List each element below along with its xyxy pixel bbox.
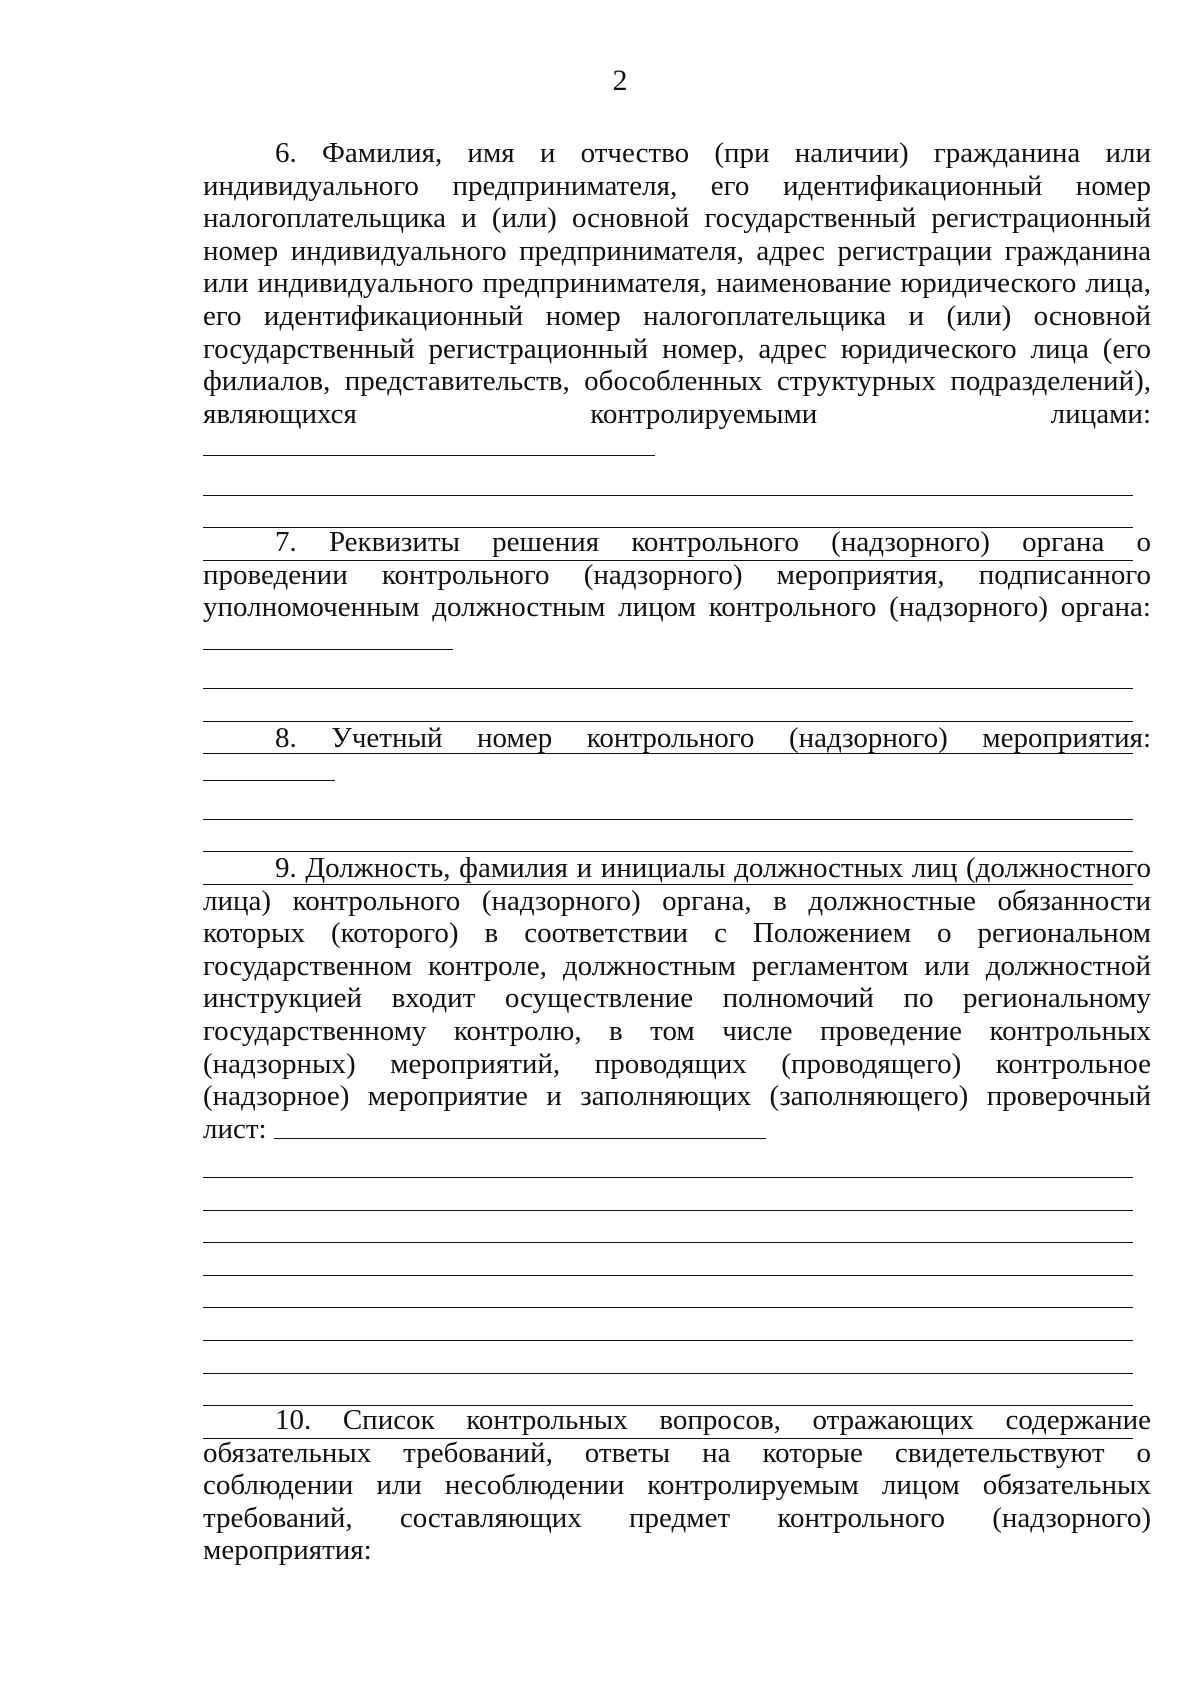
section-6 bbox=[203, 137, 1151, 561]
section-9 bbox=[203, 852, 1151, 1439]
section-8-fill-line[interactable] bbox=[203, 779, 335, 781]
section-9-blank-line-3[interactable] bbox=[203, 1211, 1133, 1244]
section-6-blank-line-2[interactable] bbox=[203, 496, 1133, 529]
section-10 bbox=[203, 1404, 1151, 1567]
section-9-fill-line[interactable] bbox=[274, 1137, 766, 1139]
section-7-blank-line-1[interactable] bbox=[203, 656, 1133, 689]
section-6-text: 6. Фамилия, имя и отчество (при наличии) гражданина или индивидуального предпринимателя, его идентификационный номер налогоплательщика и (или) основной государственный регистрационный номер индивидуального предпринимателя, адрес регистрации гражданина или индивидуального предпринимателя, наименование юридического лица, его идентификационный номер налогоплательщика и (или) основной государственный регистрационный номер, адрес юридического лица (его филиалов, представительств, обособленных структурных подразделений), являющихся контролируемыми лицами: bbox=[203, 137, 1151, 430]
section-9-blank-line-6[interactable] bbox=[203, 1308, 1133, 1341]
section-8-text: 8. Учетный номер контрольного (надзорного) мероприятия: bbox=[275, 722, 1151, 754]
section-9-blank-line-2[interactable] bbox=[203, 1178, 1133, 1211]
section-6-blank-line-1[interactable] bbox=[203, 463, 1133, 496]
section-9-blank-line-4[interactable] bbox=[203, 1243, 1133, 1276]
section-7-text: 7. Реквизиты решения контрольного (надзорного) органа о проведении контрольного (надзорного) мероприятия, подписанного уполномоченным должностным лицом контрольного (надзорного) органа: bbox=[203, 526, 1151, 624]
page-number: 2 bbox=[612, 64, 628, 97]
section-9-blank-line-8[interactable] bbox=[203, 1374, 1133, 1407]
section-9-text: 9. Должность, фамилия и инициалы должностных лиц (должностного лица) контрольного (надзорного) органа, в должностные обязанности которых (которого) в соответствии с Положением о региональном государственном контроле, должностным регламентом или должностной инструкцией входит осуществление полномочий по региональному государственному контролю, в том числе проведение контрольных (надзорных) мероприятий, проводящих (проводящего) контрольное (надзорное) мероприятие и заполняющих (заполняющего) проверочный лист: bbox=[203, 852, 1151, 1145]
section-9-blank-line-5[interactable] bbox=[203, 1276, 1133, 1309]
section-7-fill-line[interactable] bbox=[203, 648, 453, 650]
section-9-blank-line-7[interactable] bbox=[203, 1341, 1133, 1374]
section-8-blank-line-2[interactable] bbox=[203, 820, 1133, 853]
section-10-text: 10. Список контрольных вопросов, отражающих содержание обязательных требований, ответы на которые свидетельствуют о соблюдении или несоблюдении контролируемым лицом обязательных требований, составляющих предмет контрольного (надзорного) мероприятия: bbox=[203, 1404, 1151, 1567]
section-7-blank-line-2[interactable] bbox=[203, 689, 1133, 722]
section-8-blank-line-1[interactable] bbox=[203, 787, 1133, 820]
section-6-fill-line[interactable] bbox=[203, 454, 655, 456]
section-9-blank-line-1[interactable] bbox=[203, 1145, 1133, 1178]
section-7 bbox=[203, 526, 1151, 754]
